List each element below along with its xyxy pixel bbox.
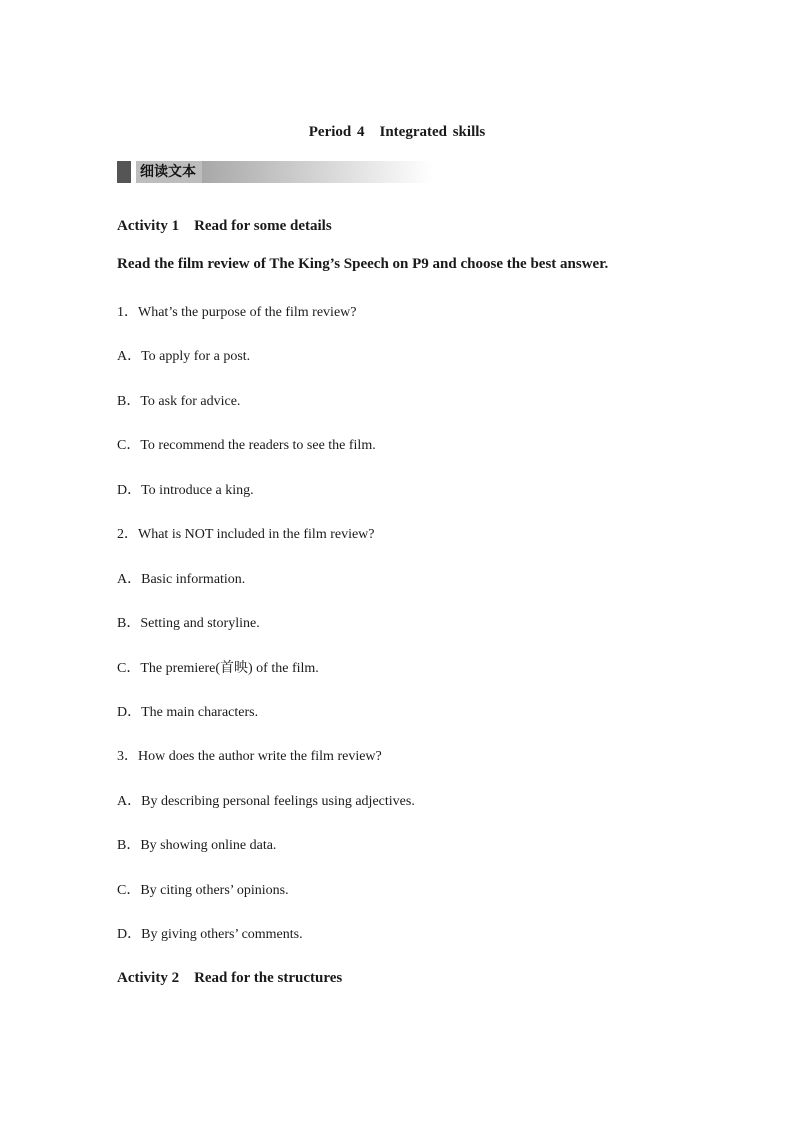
page-title: Period 4 Integrated skills [308,124,486,140]
question-1-option-a: A．To apply for a post. [117,349,251,364]
question-3-stem: 3．How does the author write the film review? [117,749,382,764]
question-3-option-a: A．By describing personal feelings using adjectives. [117,794,415,809]
activity1-instruction: Read the film review of The King’s Speech on P9 and choose the best answer. [117,256,609,272]
section-label: 细读文本 [136,161,202,183]
question-3-option-b: B．By showing online data. [117,838,277,853]
question-1-option-b: B．To ask for advice. [117,394,241,409]
question-2-option-c: C．The premiere(首映) of the film. [117,661,319,676]
question-1-stem: 1．What’s the purpose of the film review? [117,305,357,320]
section-banner [117,161,433,183]
question-2-stem: 2．What is NOT included in the film review? [117,527,375,542]
question-3-option-c: C．By citing others’ opinions. [117,883,289,898]
banner-marker [117,161,131,183]
question-2-option-a: A．Basic information. [117,572,246,587]
question-2-option-b: B．Setting and storyline. [117,616,260,631]
question-2-option-d: D．The main characters. [117,705,259,720]
banner-gradient [202,161,433,183]
question-3-option-d: D．By giving others’ comments. [117,927,303,942]
activity2-heading: Activity 2 Read for the structures [117,970,343,986]
activity1-heading: Activity 1 Read for some details [117,218,332,234]
question-1-option-c: C．To recommend the readers to see the film. [117,438,376,453]
question-1-option-d: D．To introduce a king. [117,483,254,498]
